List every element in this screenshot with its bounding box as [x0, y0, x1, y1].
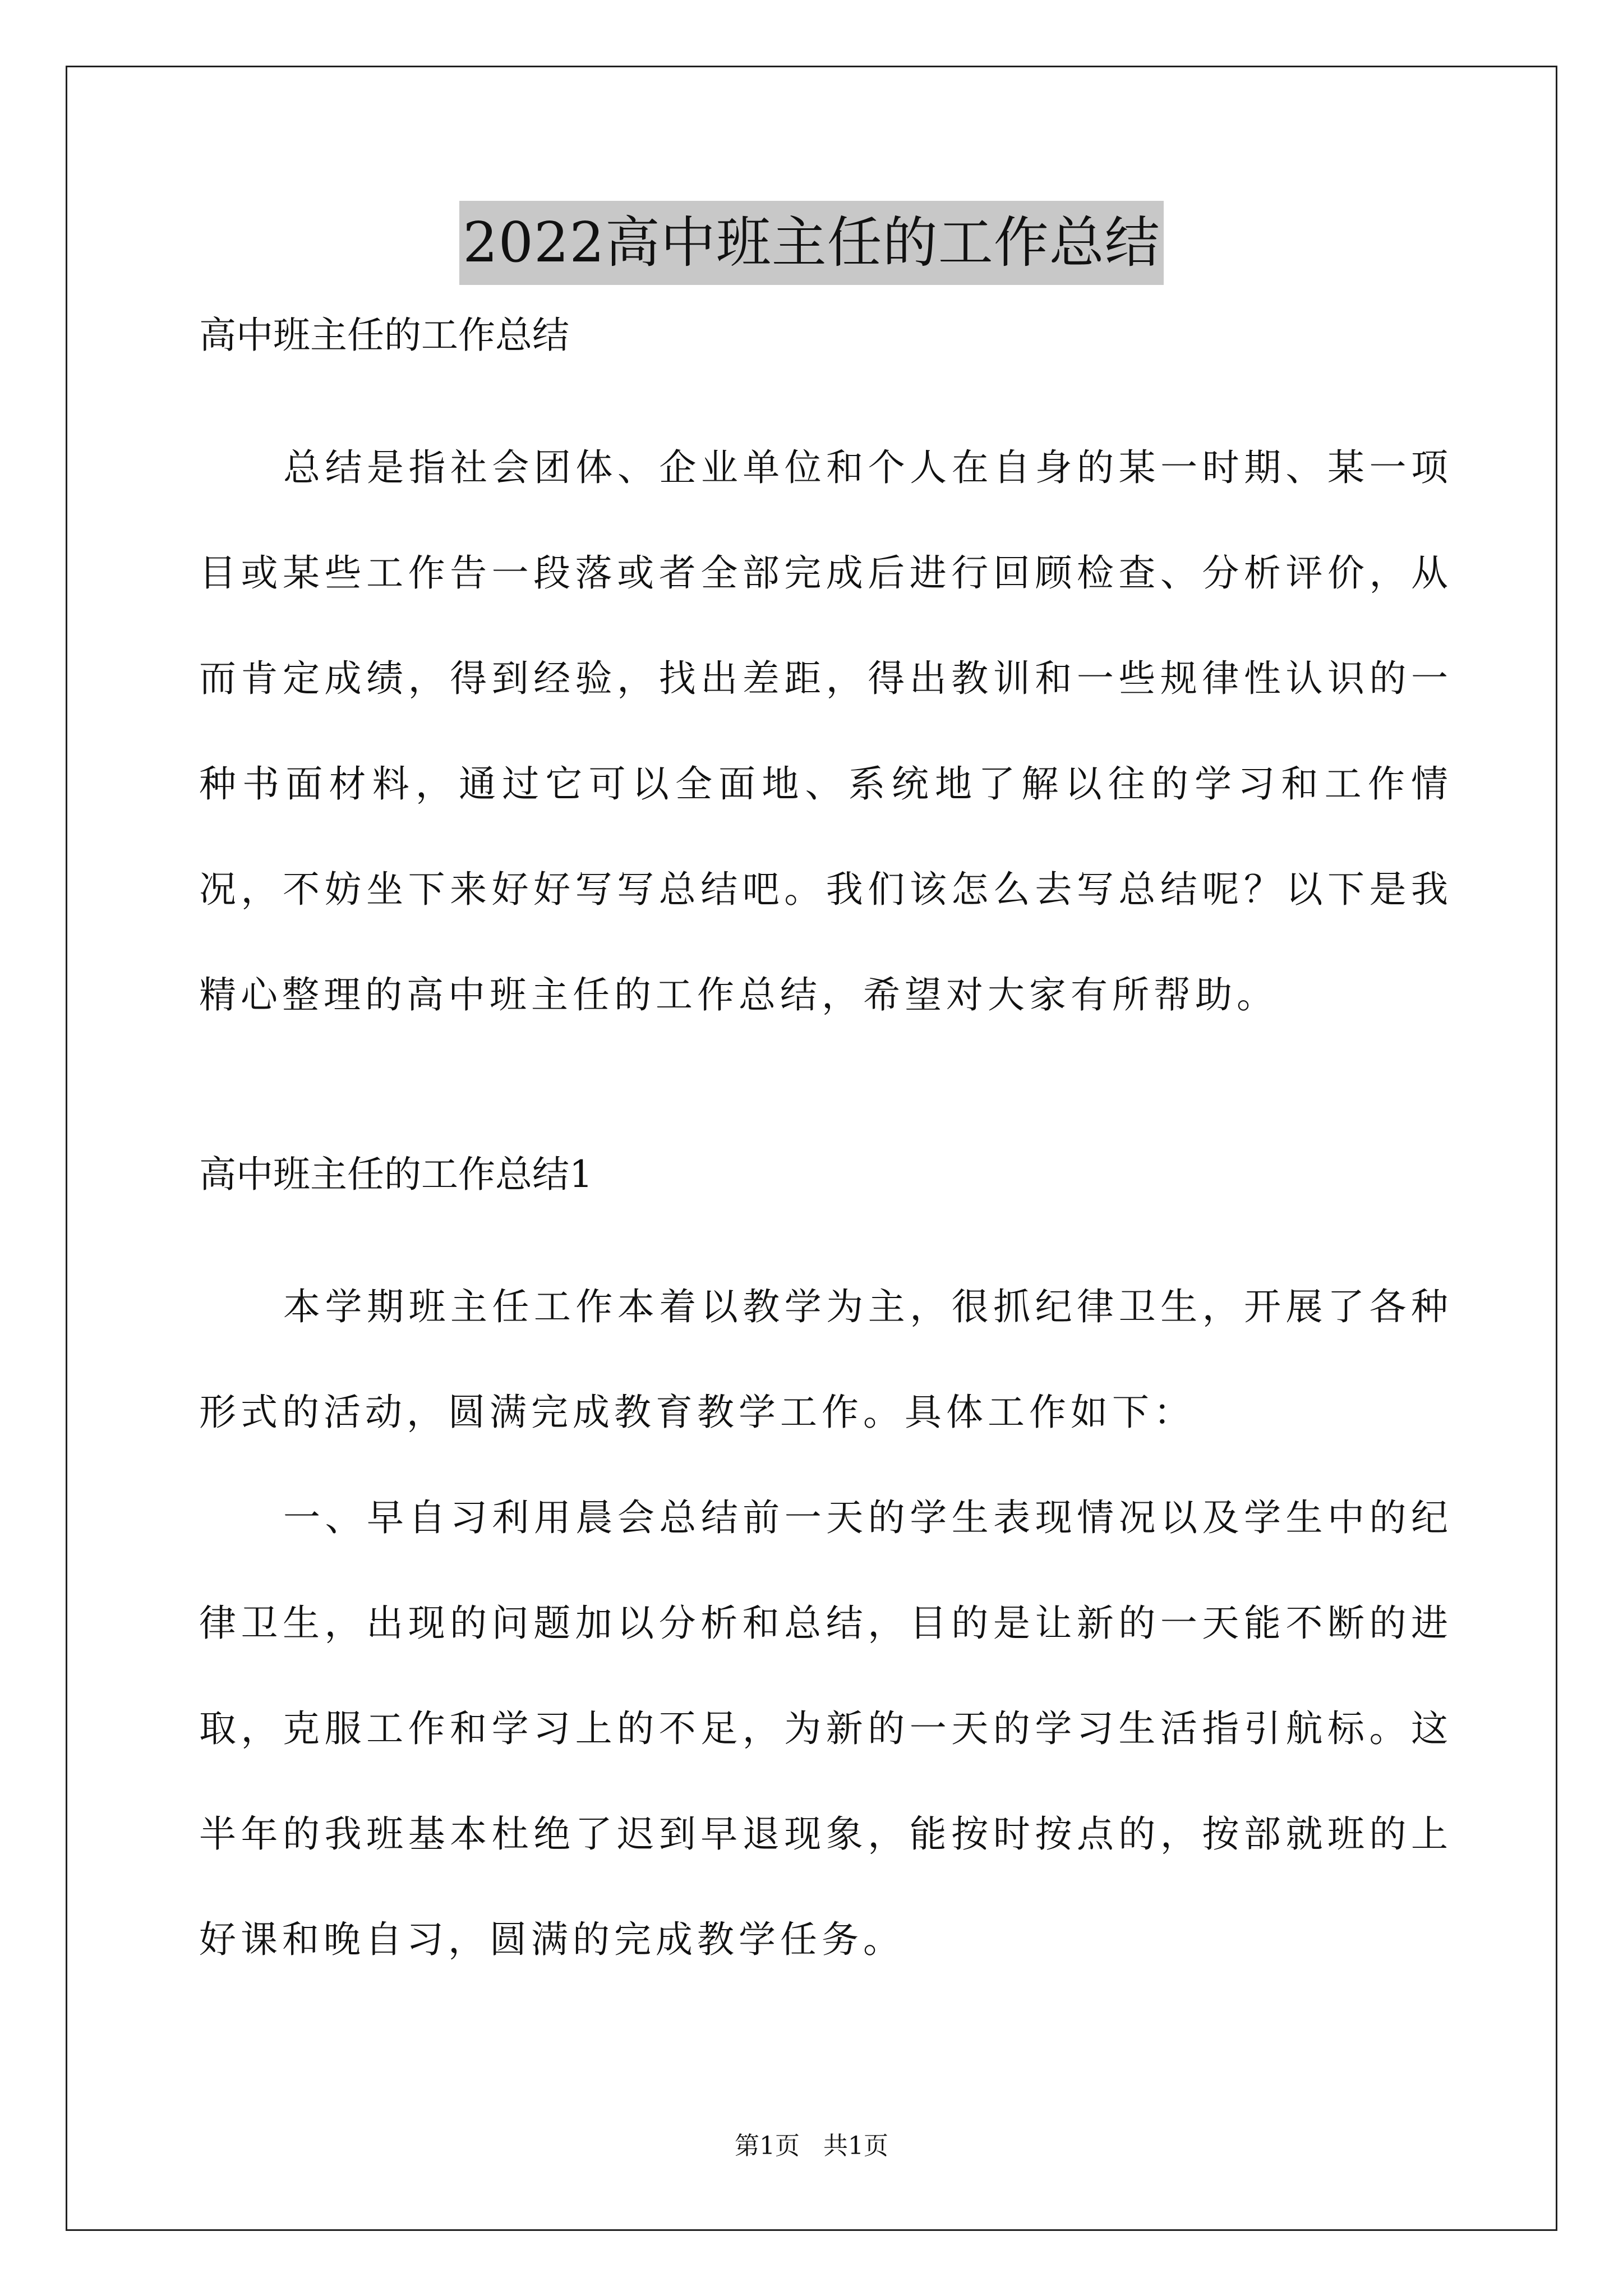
page-footer: 第1页 共1页 [735, 2132, 888, 2160]
intro-paragraph: 总结是指社会团体、企业单位和个人在自身的某一时期、某一项目或某些工作告一段落或者全部完成后进行回顾检查、分析评价，从而肯定成绩，得到经验，找出差距，得出教训和一些规律性认识的一种书面材料，通过它可以全面地、系统地了解以往的学习和工作情况，不妨坐下来好好写写总结吧。我们该怎么去写总结呢？以下是我精心整理的高中班主任的工作总结，希望对大家有所帮助。 [199, 446, 1453, 1016]
section-heading: 高中班主任的工作总结1 [199, 1153, 593, 1196]
spacer [199, 1048, 1453, 1147]
section-paragraph: 本学期班主任工作本着以教学为主，很抓纪律卫生，开展了各种形式的活动，圆满完成教育教学工作。具体工作如下： [199, 1285, 1453, 1434]
title-container [0, 201, 1623, 285]
section-paragraph: 一、早自习利用晨会总结前一天的学生表现情况以及学生中的纪律卫生，出现的问题加以分析和总结，目的是让新的一天能不断的进取，克服工作和学习上的不足，为新的一天的学习生活指引航标。这半年的我班基本杜绝了迟到早退现象，能按时按点的，按部就班的上好课和晚自习，圆满的完成教学任务。 [199, 1496, 1453, 1961]
spacer [199, 1203, 1453, 1254]
document-subtitle: 高中班主任的工作总结 [199, 314, 569, 357]
document-body [199, 307, 1453, 1993]
spacer [199, 364, 1453, 415]
document-title: 2022高中班主任的工作总结 [459, 201, 1163, 285]
